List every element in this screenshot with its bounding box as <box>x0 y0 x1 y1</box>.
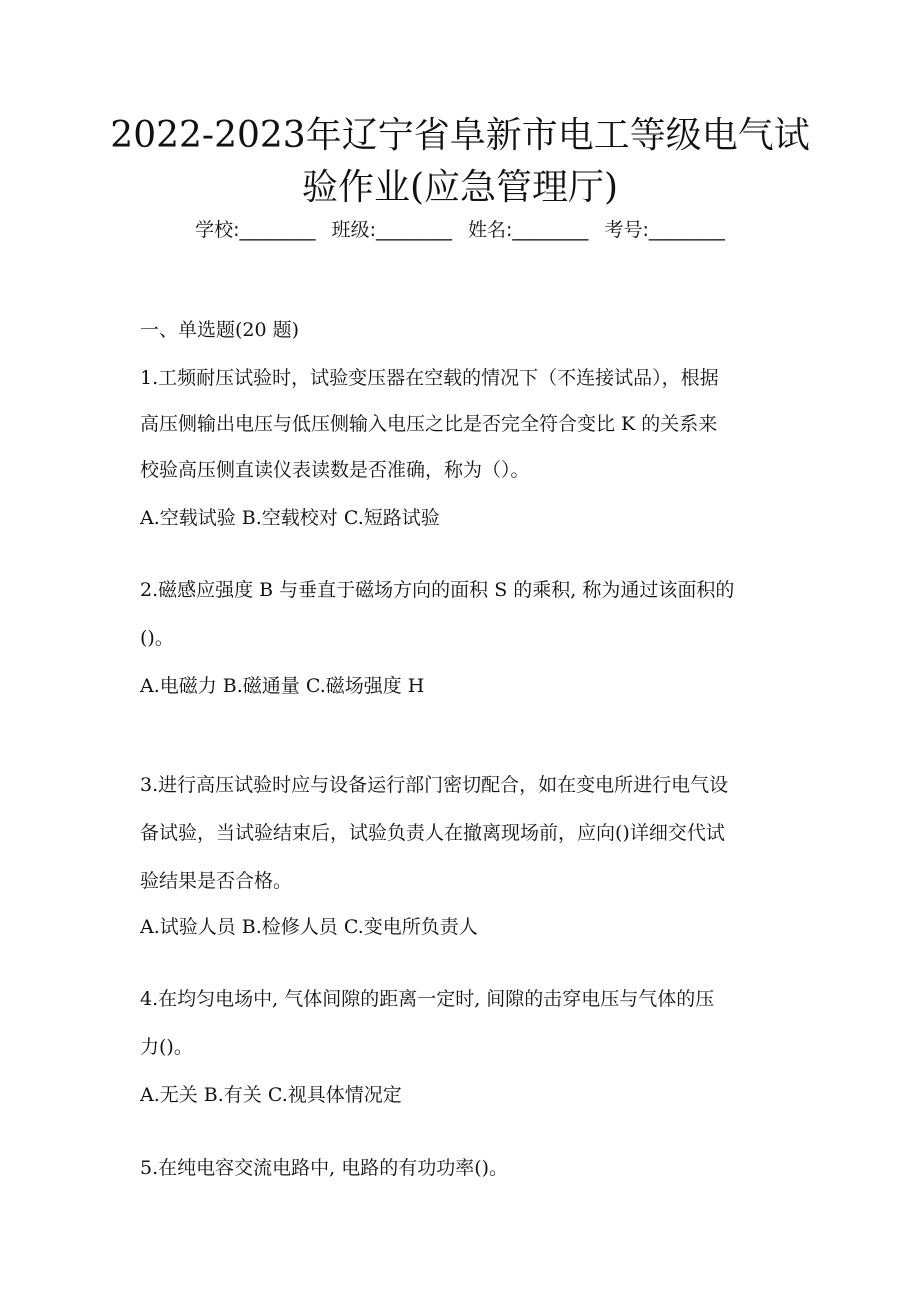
question-4-text-line-1: 4.在均匀电场中, 气体间隙的距离一定时, 间隙的击穿电压与气体的压 <box>140 988 715 1010</box>
class-field: 班级:________ <box>331 219 452 241</box>
question-5-text-line-1: 5.在纯电容交流电路中, 电路的有功功率()。 <box>140 1157 509 1179</box>
student-info-line <box>100 216 820 244</box>
exam-number-field: 考号:________ <box>604 219 725 241</box>
document-title-line-2: 验作业(应急管理厅) <box>301 167 619 208</box>
question-3-options: A.试验人员 B.检修人员 C.变电所负责人 <box>140 916 478 938</box>
school-field: 学校:________ <box>195 219 316 241</box>
question-4-text-line-2: 力()。 <box>140 1036 193 1058</box>
question-1-text-line-1: 1.工频耐压试验时，试验变压器在空载的情况下（不连接试品），根据 <box>140 367 719 389</box>
question-2-text-line-1: 2.磁感应强度 B 与垂直于磁场方向的面积 S 的乘积, 称为通过该面积的 <box>140 579 735 601</box>
question-1-text-line-2: 高压侧输出电压与低压侧输入电压之比是否完全符合变比 K 的关系来 <box>140 413 718 435</box>
question-3-text-line-3: 验结果是否合格。 <box>140 870 293 892</box>
question-3-text-line-2: 备试验，当试验结束后，试验负责人在撤离现场前，应向()详细交代试 <box>140 822 725 844</box>
document-title-line-1: 2022-2023年辽宁省阜新市电工等级电气试 <box>110 115 810 156</box>
question-3-text-line-1: 3.进行高压试验时应与设备运行部门密切配合，如在变电所进行电气设 <box>140 774 729 796</box>
question-2-options: A.电磁力 B.磁通量 C.磁场强度 H <box>140 675 425 697</box>
question-1-text-line-3: 校验高压侧直读仪表读数是否准确，称为（）。 <box>140 459 530 481</box>
section-heading: 一、单选题(20 题) <box>140 319 300 341</box>
name-field: 姓名:________ <box>468 219 589 241</box>
question-2-text-line-2: ()。 <box>140 627 174 649</box>
question-1-options: A.空载试验 B.空载校对 C.短路试验 <box>140 507 440 529</box>
question-4-options: A.无关 B.有关 C.视具体情况定 <box>140 1084 402 1106</box>
